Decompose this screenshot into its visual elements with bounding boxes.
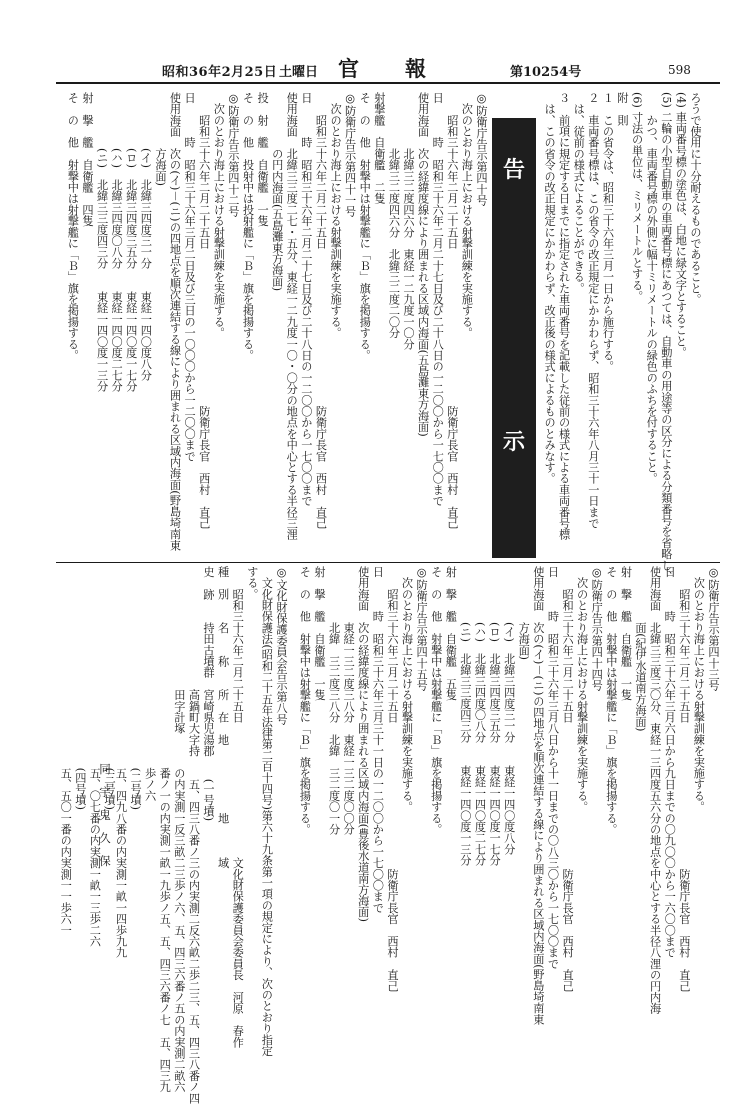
text-line: 文化財保護法(昭和二十五年法律第二百十四号)第六十九条第一項の規定により、次のとおり指定 <box>260 566 274 1057</box>
text-line: 日 時 昭和三十六年三月三十一日の一二〇〇から一七〇〇まで <box>371 566 385 914</box>
cultural-property-notice-column <box>114 566 288 1104</box>
text-line: 投 射 艦 自衛艦 一隻 <box>256 92 270 227</box>
text-line: (4) 車両番号標の塗色は、白地に緑文字とすること。 <box>674 92 688 358</box>
text-line: 方海面) <box>153 92 167 186</box>
text-line: (ニ) 北緯三三度四三分 東経一四〇度一三分 <box>95 92 109 392</box>
text-line: (ロ) 北緯三四度三五分 東経一四〇度一七分 <box>124 92 138 392</box>
text-line: 使用海面 北緯三三度二七・五分、東経一二九度一〇・〇分の地点を中心とする半径三浬 <box>285 92 299 540</box>
text-line: そ の 他 射撃中は射撃艦に「Ｂ」旗を掲揚する。 <box>604 566 618 835</box>
text-line: 射 撃 艦 自衛艦 一隻 <box>619 566 633 701</box>
text-line: ２ 車両番号標は、この省令の改正規定にかかわらず、昭和三十六年八月三十一日まで <box>586 92 600 529</box>
text-line: 次のとおり海上における射撃訓練を実施する。 <box>329 92 343 339</box>
text-line: 使用海面 次の(イ)－(ニ)の四地点を順次連結する線により囲まれる区域内海面(野島埼南東 <box>168 92 182 551</box>
text-line: そ の 他 射撃中は射撃艦に「Ｂ」旗を掲揚する。 <box>358 92 372 361</box>
text-line: 昭和三十六年二月二十五日 防衛庁長官 西村 直己 <box>314 92 328 529</box>
text-line: 使用海面 次の(イ)－(ニ)の四地点を順次連結する線により囲まれる区域内海面(野島埼南東 <box>531 566 545 1025</box>
text-line: ◎防衛庁告示第四十一号 <box>343 92 357 217</box>
text-line: １ この省令は、昭和三十六年三月一日から施行する。 <box>601 92 615 372</box>
text-line: 射撃艦 自衛艦 二隻 <box>372 92 386 204</box>
text-line: 昭和三十六年二月二十五日 防衛庁長官 西村 直己 <box>197 92 211 529</box>
text-line: 日 時 昭和三十六年二月二十七日及び二十八日の一二〇〇から一七〇〇まで <box>299 92 313 507</box>
text-line: (イ) 北緯三四度三一分 東経一四〇度八分 <box>139 92 153 381</box>
text-line: 高鍋町大字持 五、四三八番ノ三の内実測二反六畝二歩二三、五、四三八番ノ四 <box>187 566 201 1104</box>
text-line: 射 撃 艦 自衛艦 五隻 <box>444 566 458 701</box>
text-line: (ニ) 北緯三三度四三分 東経一四〇度一三分 <box>458 566 472 866</box>
text-line: 昭和三十六年二月二十五日 防衛庁長官 西村 直己 <box>445 92 459 529</box>
text-line: (5) 二輪の小型自動車の車両番号標にあつては、自動車の用途等の区分による分類番号を省略し、 <box>659 92 673 582</box>
text-line: 次のとおり海上における射撃訓練を実施する。 <box>460 92 474 339</box>
text-line: 日 時 昭和三十六年三月六日から九日までの〇九〇〇から一六〇〇まで <box>663 566 677 958</box>
text-line: 昭和三十六年二月二十五日 防衛庁長官 西村 直己 <box>561 566 575 992</box>
text-line: 東経一三二度三八分 東経一三二度〇〇分 <box>342 566 356 835</box>
text-line: ◎防衛庁告示第四十三号 <box>707 566 720 691</box>
text-line: 次のとおり海上における射撃訓練を実施する。 <box>575 566 589 813</box>
text-line: 田字計塚 の内実測一反三畝二三歩ノ六、五、四三六番ノ五の内実測二畝六 <box>172 566 186 1093</box>
text-line: そ の 他 射撃中は射撃艦に「Ｂ」旗を掲揚する。 <box>66 92 80 361</box>
defense-notices-column <box>58 92 488 556</box>
header-rule <box>56 82 720 84</box>
text-line: 面(紀伊水道南方海面) <box>634 566 648 732</box>
text-line: は、従前の様式によることができる。 <box>572 92 586 294</box>
text-line: 番ノ一の内実測一畝一九歩ノ五、五、四三六番ノ七 五、四三九 <box>158 566 172 1093</box>
text-line: ◎防衛庁告示第四十四号 <box>590 566 604 691</box>
text-line: 昭和三十六年二月二十五日 文化財保護委員会委員長 河原 春作 <box>231 566 245 1048</box>
text-line: 五、五〇一番の内実測一一歩六一 <box>59 566 73 936</box>
text-line: (ロ) 北緯三四度三五分 東経一四〇度一七分 <box>488 566 502 866</box>
issue-date: 昭和36年2月25日 <box>162 65 278 80</box>
text-line: (6) 寸法の単位は、ミリメートルとする。 <box>630 92 644 302</box>
text-line: (ハ) 北緯三四度〇八分 東経一四〇度二七分 <box>110 92 124 392</box>
text-line: 使用海面 北緯三三度三〇分、東経一三四度五六分の地点を中心とする半径八浬の円内海 <box>648 566 662 1014</box>
text-line: (四号墳) <box>73 566 87 810</box>
text-line: 方海面) <box>517 566 531 660</box>
text-line: ◎防衛庁告示第四十五号 <box>415 566 429 691</box>
text-line: 次のとおり海上における射撃訓練を実施する。 <box>212 92 226 339</box>
text-line: 昭和三十六年二月二十五日 防衛庁長官 西村 直己 <box>677 566 691 992</box>
text-line: は、この省令の改正規定にかかわらず、改正後の様式によるものとみなす。 <box>543 92 557 484</box>
text-line: ◎文化財保護委員会告示第八号 <box>275 566 288 725</box>
ordinance-continuation-column <box>540 92 702 582</box>
defense-notices-column-2 <box>292 566 720 1036</box>
text-line: そ の 他 投射中は投射艦に「Ｂ」旗を掲揚する。 <box>241 92 255 361</box>
text-line: 日 時 昭和三十六年二月二十七日及び二十八日の一二〇〇から一七〇〇まで <box>431 92 445 507</box>
text-line: ３ 前項に規定する日までに指定された車両番号を記載した従前の様式による車両番号標 <box>557 92 571 540</box>
text-line: そ の 他 射撃中は射撃艦に「Ｂ」旗を掲揚する。 <box>429 566 443 835</box>
text-line: 射 撃 艦 自衛艦 一隻 <box>312 566 326 701</box>
banner-char: 告 <box>502 157 525 183</box>
text-line: かつ、車両番号標の外側に幅十ミリメートルの緑色のふちを付すること。 <box>645 92 659 484</box>
text-line: 史 跡 持田古墳群 宮崎県児湯郡 (一号墳) <box>202 566 216 822</box>
text-line: 五、四九八番の内実測一畝一四歩九九 <box>114 566 128 958</box>
issue-number: 第10254号 <box>510 65 582 80</box>
text-line: の円内海面(五島灘東方海面) <box>270 92 284 292</box>
notice-banner <box>492 118 536 558</box>
text-line: 次のとおり海上における射撃訓練を実施する。 <box>692 566 706 813</box>
banner-char: 示 <box>502 429 525 455</box>
text-line: そ の 他 射撃中は射撃艦に「Ｂ」旗を掲揚する。 <box>298 566 312 835</box>
text-line: ◎防衛庁告示第四十号 <box>475 92 488 206</box>
text-line: 附 則 <box>616 92 630 126</box>
text-line: 歩ノ六 <box>143 566 157 802</box>
gazette-title: 官報 <box>338 56 472 81</box>
author-note: 同 宇 鬼 久 保 <box>98 763 112 867</box>
text-line: 種 別 名 称 所 在 地 地 域 <box>216 566 230 869</box>
text-line: 北緯三二度四六分 北緯三二度二〇分 <box>387 92 401 339</box>
text-line: ろうで使用に十分耐えるものであること。 <box>689 92 702 305</box>
text-line: 五、〇七番の内実測一畝一三歩二六 <box>88 566 102 947</box>
section-divider <box>56 562 720 563</box>
text-line: 日 時 昭和三十六年三月二日及び三日の一〇〇〇から一二〇〇まで <box>183 92 197 462</box>
text-line: する。 <box>245 566 259 600</box>
text-line: (三号墳) <box>103 566 116 810</box>
text-line: 北緯三二度四六分 東経一二九度一〇分 <box>402 92 416 350</box>
issue-weekday: 土曜日 <box>279 65 319 80</box>
text-line: 北緯 三二度三八分 北緯 三二度〇一分 <box>327 566 341 835</box>
text-line: ◎防衛庁告示第四十二号 <box>226 92 240 217</box>
text-line: 使用海面 次の経緯度線により囲まれる区域内海面(豊後水道南方海面) <box>356 566 370 922</box>
page-number: 598 <box>668 63 691 77</box>
text-line: (イ) 北緯三四度三一分 東経一四〇度八分 <box>502 566 516 855</box>
text-line: (ハ) 北緯三四度〇八分 東経一四〇度二七分 <box>473 566 487 866</box>
text-line: 日 時 昭和三十六年三月八日から十一日までの〇八三〇から一七〇〇まで <box>546 566 560 970</box>
text-line: 使用海面 次の経緯度線により囲まれる区域内海面(五島灘東方海面) <box>416 92 430 437</box>
text-line: 次のとおり海上における射撃訓練を実施する。 <box>400 566 414 813</box>
text-line: 射 撃 艦 自衛艦 四隻 <box>80 92 94 227</box>
text-line: (二号墳) <box>129 566 143 810</box>
gazette-header <box>0 0 743 88</box>
text-line: 昭和三十六年二月二十五日 防衛庁長官 西村 直己 <box>385 566 399 992</box>
